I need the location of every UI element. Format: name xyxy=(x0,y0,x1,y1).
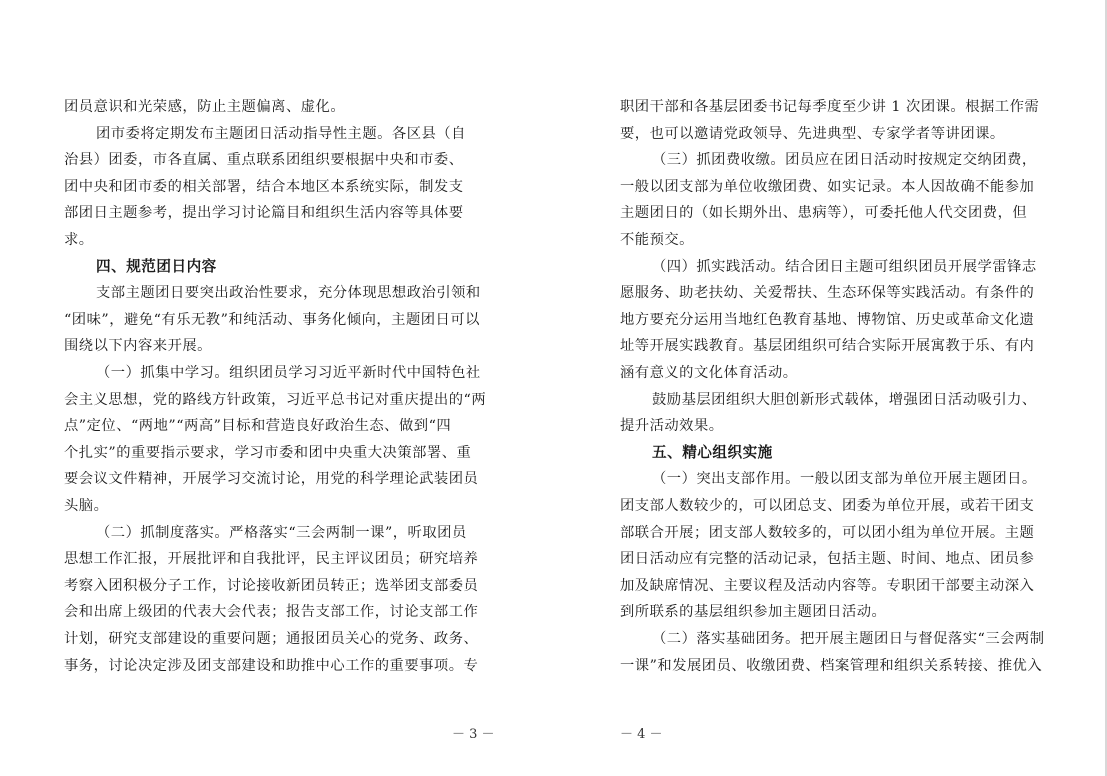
text-line: 求。 xyxy=(64,232,94,248)
text-line: 址等开展实践教育。基层团组织可结合实际开展寓教于乐、有内 xyxy=(620,338,1035,355)
text-line: 要，也可以邀请党政领导、先进典型、专家学者等讲团课。 xyxy=(620,125,1005,142)
text-line: 不能预交。 xyxy=(620,232,694,248)
text-line: 主题团日的（如长期外出、患病等），可委托他人代交团费，但 xyxy=(620,205,1028,222)
text-line: 个扎实”的重要指示要求，学习市委和团中央重大决策部署、重 xyxy=(64,444,472,461)
text-line: 团中央和团市委的相关部署，结合本地区本系统实际，制发支 xyxy=(64,178,464,195)
text-line: 愿服务、助老扶幼、关爱帮扶、生态环保等实践活动。有条件的 xyxy=(620,285,1035,302)
section-heading: 五、精心组织实施 xyxy=(652,443,773,461)
text-line: 加及缺席情况、主要议程及活动内容等。专职团干部要主动深入 xyxy=(620,577,1035,594)
text-line: 团支部人数较少的，可以团总支、团委为单位开展，或若干团支 xyxy=(620,498,1035,514)
text-line: 思想工作汇报，开展批评和自我批评，民主评议团员；研究培养 xyxy=(64,551,479,568)
text-line: （一）抓集中学习。组织团员学习习近平新时代中国特色社 xyxy=(96,365,481,381)
text-line: 部联合开展；团支部人数较多的，可以团小组为单位开展。主题 xyxy=(620,524,1035,541)
text-line: 一课”和发展团员、收缴团费、档案管理和组织关系转接、推优入 xyxy=(620,657,1043,674)
text-line: 一般以团支部为单位收缴团费、如实记录。本人因故确不能参加 xyxy=(620,178,1035,195)
page-number-3: － 3 － xyxy=(452,727,495,742)
text-line: 支部主题团日要突出政治性要求，充分体现思想政治引领和 xyxy=(96,285,481,302)
text-line: 团员意识和光荣感，防止主题偏离、虚化。 xyxy=(64,99,346,115)
text-line: 要会议文件精神，开展学习交流讨论，用党的科学理论武装团员 xyxy=(64,471,479,488)
text-line: 治县）团委，市各直属、重点联系团组织要根据中央和市委、 xyxy=(64,152,464,169)
text-line: 头脑。 xyxy=(64,498,109,514)
text-line: 提升活动效果。 xyxy=(620,418,724,435)
text-line: （二）抓制度落实。严格落实“三会两制一课”，听取团员 xyxy=(96,524,467,541)
text-line: 职团干部和各基层团委书记每季度至少讲 1 次团课。根据工作需 xyxy=(620,99,1040,115)
section-heading: 四、规范团日内容 xyxy=(96,257,217,275)
text-line: 团市委将定期发布主题团日活动指导性主题。各区县（自 xyxy=(96,125,466,142)
text-line: 点”定位、“两地”“两高”目标和营造良好政治生态、做到“四 xyxy=(64,418,452,435)
text-line: 会和出席上级团的代表大会代表；报告支部工作，讨论支部工作 xyxy=(64,604,479,621)
text-line: 计划，研究支部建设的重要问题；通报团员关心的党务、政务、 xyxy=(64,631,479,647)
text-line: （二）落实基础团务。把开展主题团日与督促落实“三会两制 xyxy=(652,631,1045,647)
text-line: 会主义思想，党的路线方针政策，习近平总书记对重庆提出的“两 xyxy=(64,391,487,408)
text-line: 团日活动应有完整的活动记录，包括主题、时间、地点、团员参 xyxy=(620,551,1035,568)
text-line: 到所联系的基层组织参加主题团日活动。 xyxy=(620,604,887,621)
text-line: “团味”，避免“有乐无教”和纯活动、事务化倾向，主题团日可以 xyxy=(64,311,480,328)
text-line: （四）抓实践活动。结合团日主题可组织团员开展学雷锋志 xyxy=(652,258,1037,275)
text-line: 围绕以下内容来开展。 xyxy=(64,338,212,355)
page-number-4: － 4 － xyxy=(620,727,663,742)
text-line: 事务，讨论决定涉及团支部建设和助推中心工作的重要事项。专 xyxy=(64,657,479,674)
text-line: 部团日主题参考，提出学习讨论篇目和组织生活内容等具体要 xyxy=(64,205,464,222)
text-line: 鼓励基层团组织大胆创新形式载体，增强团日活动吸引力、 xyxy=(652,391,1037,408)
text-line: （三）抓团费收缴。团员应在团日活动时按规定交纳团费， xyxy=(652,152,1037,169)
text-line: 涵有意义的文化体育活动。 xyxy=(620,365,798,381)
text-line: 地方要充分运用当地红色教育基地、博物馆、历史或革命文化遗 xyxy=(620,311,1035,328)
text-line: 考察入团积极分子工作，讨论接收新团员转正；选举团支部委员 xyxy=(64,577,479,594)
text-line: （一）突出支部作用。一般以团支部为单位开展主题团日。 xyxy=(652,471,1037,488)
